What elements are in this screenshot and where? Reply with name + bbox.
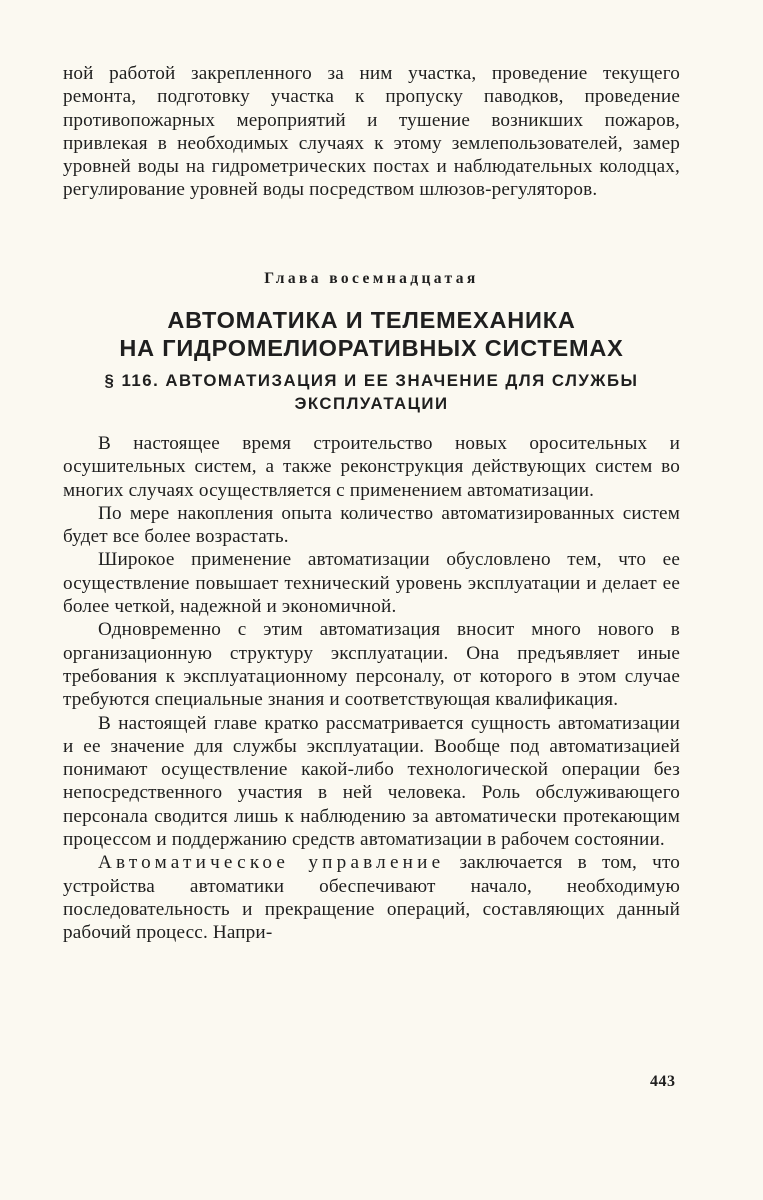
- paragraph-4: Одновременно с этим автоматизация вносит много нового в организационную структуру эксплуатации. Она предъявляет иные требования к эксплуатационному персоналу, от которого в этом случае требуются специальные знания и соответствующая квалификация.: [63, 619, 680, 711]
- paragraph-5: В настоящей главе кратко рассматривается сущность автоматизации и ее значение для службы эксплуатации. Вообще под автоматизацией понимают осуществление какой-либо технологической операции без непосредственного участия в ней человека. Роль обслуживающего персонала сводится лишь к наблюдению за автоматически протекающим процессом и поддержанию средств автоматизации в рабочем состоянии.: [63, 712, 680, 851]
- paragraph-6: [63, 851, 680, 944]
- paragraph-continuation: ной работой закрепленного за ним участка, проведение текущего ремонта, подготовку участка к пропуску паводков, проведение противопожарных мероприятий и тушение возникших пожаров, привлекая в необходимых случаях к этому землепользователей, замер уровней воды на гидрометрических постах и наблюдательных колодцах, регулирование уровней воды посредством шлюзов-регуляторов.: [63, 63, 680, 201]
- paragraph-2: По мере накопления опыта количество автоматизированных систем будет все более возрастать.: [63, 502, 680, 548]
- term-automatic-control: Автоматическое управление: [98, 852, 445, 874]
- chapter-label: Глава восемнадцатая: [264, 270, 479, 287]
- page-number: 443: [650, 1073, 676, 1090]
- chapter-title-line-2: НА ГИДРОМЕЛИОРАТИВНЫХ СИСТЕМАХ: [119, 335, 624, 361]
- continuation-paragraph: [63, 62, 680, 202]
- chapter-title-line-1: АВТОМАТИКА И ТЕЛЕМЕХАНИКА: [167, 307, 576, 333]
- section-title-line-1: § 116. АВТОМАТИЗАЦИЯ И ЕЕ ЗНАЧЕНИЕ ДЛЯ СЛУЖБЫ: [104, 371, 639, 390]
- section-title: [63, 369, 680, 415]
- paragraph-6-text: заключается в том, что устройства автоматики обеспечивают начало, необходимую последовательность и прекращение операций, составляющих данный рабочий процесс. Напри-: [63, 852, 680, 944]
- paragraph-3: Широкое применение автоматизации обусловлено тем, что ее осуществление повышает технический уровень эксплуатации и делает ее более четкой, надежной и экономичной.: [63, 549, 680, 618]
- section-body: [63, 432, 680, 945]
- chapter-title: [63, 306, 680, 362]
- paragraph-1: В настоящее время строительство новых оросительных и осушительных систем, а также реконструкция действующих систем во многих случаях осуществляется с применением автоматизации.: [63, 433, 680, 501]
- section-title-line-2: ЭКСПЛУАТАЦИИ: [294, 394, 449, 413]
